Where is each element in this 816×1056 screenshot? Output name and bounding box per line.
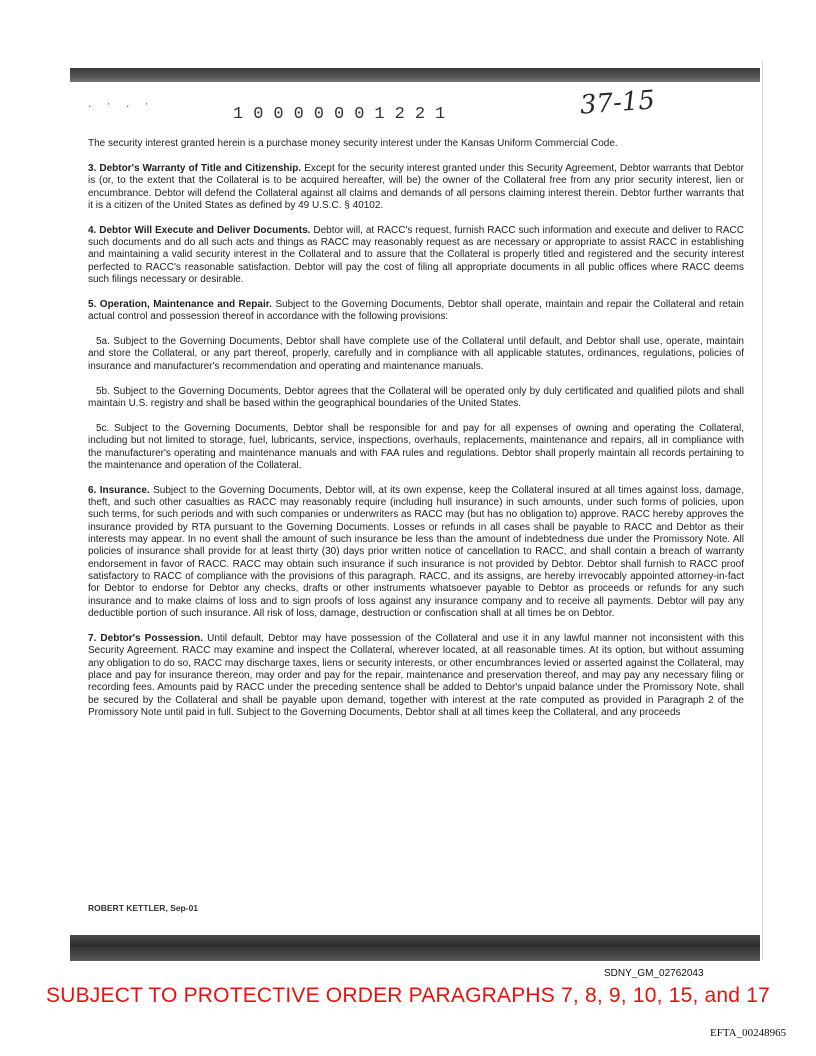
document-number: 10000001221 [233, 105, 456, 124]
section-text: Except for the security interest granted under this Security Agreement, Debtor warrants that Debtor is (or, to the extent that the Collateral is to be acquired hereafter, will be) the owner of the Collateral free from any prior security interest, lien or encumbrance. Debtor will defend the Collateral against all claims and demands of all persons claiming interest therein. Debtor further warrants that it is a citizen of the United States as defined by 49 U.S.C. § 40102. [88, 162, 744, 211]
scan-right-edge [762, 60, 763, 960]
bates-number: SDNY_GM_02762043 [604, 968, 704, 979]
subsection-5b: 5b. Subject to the Governing Documents, Debtor agrees that the Collateral will be operated only by duly certificated and qualified pilots and shall maintain U.S. registry and shall be based within the geographical boundaries of the United States. [88, 385, 744, 409]
section-text: Until default, Debtor may have possession of the Collateral and use it in any lawful manner not inconsistent with this Security Agreement. RACC may examine and inspect the Collateral, wherever located, at all reasonable times. At its option, but without assuming any obligation to do so, RACC may discharge taxes, liens or security interests, or other encumbrances levied or asserted against the Collateral, may place and pay for insurance thereon, may order and pay for the repair, maintenance and preservation thereof, and may pay any necessary filing or recording fees. Amounts paid by RACC under the preceding sentence shall be added to Debtor's unpaid balance under the Promissory Note, shall be secured by the Collateral and shall be payable upon demand, together with interest at the rate computed as provided in Paragraph 2 of the Promissory Note until paid in full. Subject to the Governing Documents, Debtor shall at all times keep the Collateral, and any proceeds [88, 633, 744, 719]
efta-number: EFTA_00248965 [710, 1027, 787, 1039]
section-4 [88, 225, 744, 287]
section-text: Subject to the Governing Documents, Debtor will, at its own expense, keep the Collateral insured at all times against loss, damage, theft, and such other casualties as RACC may reasonably require (including hull insurance) in such amounts, under such forms of policies, upon such terms, for such periods and with such companies or underwriters as RACC may (but has no obligation to) approve. RACC hereby approves the insurance provided by RTA pursuant to the Governing Documents. Losses or refunds in all cases shall be payable to RACC and Debtor as their interests may appear. In no event shall the amount of such insurance be less than the amount of indebtedness due under the Promissory Note. All policies of insurance shall provide for at least thirty (30) days prior written notice of cancellation to RACC, and shall contain a breach of warranty endorsement in favor of RACC. RACC may obtain such insurance if such insurance is not provided by Debtor. Debtor shall furnish to RACC proof satisfactory to RACC of compliance with the provisions of this paragraph. RACC, and its assigns, are hereby irrevocably appointed attorney-in-fact for Debtor to endorse for Debtor any checks, drafts or other instruments whatsoever payable to Debtor as proceeds or refunds for any such insurance and to make claims of loss and to sign proofs of loss against any insurance company and to receive all payments. Debtor will pay any deductible portion of such insurance. All risk of loss, damage, destruction or confiscation shall at all times be on Debtor. [88, 484, 745, 620]
section-heading: 5. Operation, Maintenance and Repair. [88, 298, 272, 310]
section-7 [88, 633, 744, 719]
section-6 [88, 485, 744, 621]
protective-order-stamp: SUBJECT TO PROTECTIVE ORDER PARAGRAPHS 7, 8, 9, 10, 15, and 17 [46, 984, 770, 1007]
section-3 [88, 163, 744, 212]
section-heading: 3. Debtor's Warranty of Title and Citizenship. [88, 162, 302, 174]
scan-top-bar [70, 68, 760, 82]
section-heading: 7. Debtor's Possession. [88, 633, 204, 644]
handwritten-note: 37-15 [579, 85, 656, 121]
footer-name-date: ROBERT KETTLER, Sep-01 [88, 903, 199, 913]
section-text: Subject to the Governing Documents, Debtor shall operate, maintain and repair the Collateral and retain actual control and possession thereof in accordance with the following provisions: [88, 298, 744, 323]
section-heading: 4. Debtor Will Execute and Deliver Documents. [88, 224, 311, 236]
section-text: Debtor will, at RACC's request, furnish RACC such information and execute and deliver to RACC such documents and do all such acts and things as RACC may reasonably request as are necessary or appropriate to assist RACC in establishing and maintaining a valid security interest in the Collateral and to assure that the Collateral is properly titled and registered and the security interest perfected to RACC's reasonable satisfaction. Debtor will pay the cost of filing all appropriate documents in all public offices where RACC deems such filings necessary or desirable. [88, 224, 745, 286]
subsection-5a: 5a. Subject to the Governing Documents, Debtor shall have complete use of the Collateral until default, and Debtor shall use, operate, maintain and store the Collateral, or any part thereof, properly, carefully and in compliance with all applicable statutes, ordinances, regulations, policies of insurance and manufacturer's recommendation and operating and maintenance manuals. [88, 336, 744, 372]
subsection-5c: 5c. Subject to the Governing Documents, Debtor shall be responsible for and pay for all expenses of owning and operating the Collateral, including but not limited to storage, fuel, lubricants, service, inspections, overhauls, replacements, maintenance and repairs, all in compliance with the manufacturer's operating and maintenance manuals and with FAA rules and regulations. Debtor shall properly maintain all records pertaining to the maintenance and operation of the Collateral. [88, 422, 744, 471]
intro-paragraph: The security interest granted herein is a purchase money security interest under the Kansas Uniform Commercial Code. [88, 138, 618, 149]
scan-bottom-bar [70, 935, 760, 961]
document-body [88, 138, 744, 732]
section-5 [88, 299, 744, 324]
section-heading: 6. Insurance. [88, 484, 150, 496]
scan-specks: . · . · [88, 96, 155, 110]
